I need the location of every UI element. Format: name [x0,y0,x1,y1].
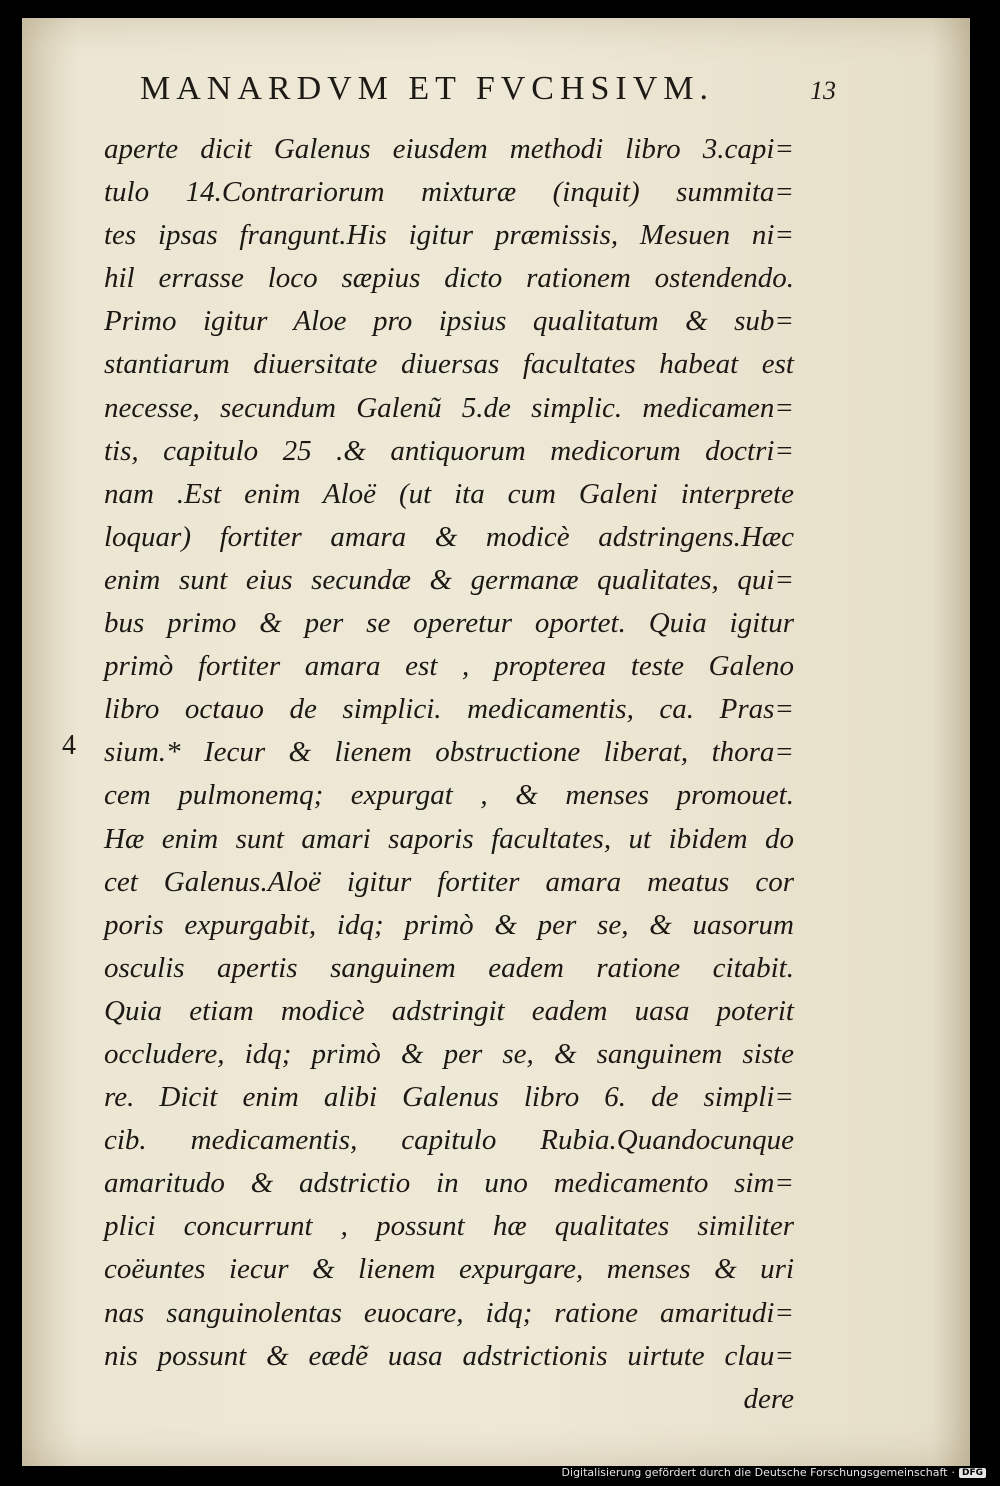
dfg-logo: DFG [959,1468,986,1478]
text-line: poris expurgabit, idq; primò & per se, & uasorum [104,908,794,941]
text-line: loquar) fortiter amara & modicè adstringens.Hæc [104,520,794,553]
text-line: Quia etiam modicè adstringit eadem uasa poterit [104,994,794,1027]
text-line: libro octauo de simplici. medicamentis, ca. Pras= [104,693,794,726]
text-line: enim sunt eius secundæ & germanæ qualitates, qui= [104,563,794,596]
text-line: tis, capitulo 25 .& antiquorum medicorum doctri= [104,434,794,467]
body-text [104,128,794,1421]
text-line: tes ipsas frangunt.His igitur præmissis, Mesuen ni= [104,219,794,252]
text-line: cet Galenus.Aloë igitur fortiter amara meatus cor [104,865,794,898]
text-line: re. Dicit enim alibi Galenus libro 6. de simpli= [104,1081,794,1114]
text-line: amaritudo & adstrictio in uno medicamento sim= [104,1167,794,1200]
text-line: primò fortiter amara est , propterea teste Galeno [104,650,794,683]
text-line: cem pulmonemq; expurgat , & menses promouet. [104,779,794,812]
text-line: nam .Est enim Aloë (ut ita cum Galeni interprete [104,477,794,510]
text-line: sium.* Iecur & lienem obstructione liberat, thora= [104,736,794,769]
digitization-credit: Digitalisierung gefördert durch die Deutsche Forschungsgemeinschaft · DFG [562,1466,986,1479]
text-line: coëuntes iecur & lienem expurgare, menses & uri [104,1253,794,1286]
margin-note: 4 [62,730,76,761]
text-line: nas sanguinolentas euocare, idq; ratione amaritudi= [104,1296,794,1329]
text-line: occludere, idq; primò & per se, & sanguinem siste [104,1037,794,1070]
page-number: 13 [810,76,836,105]
catchword: dere [743,1382,794,1415]
text-line: osculis apertis sanguinem eadem ratione citabit. [104,951,794,984]
text-line: plici concurrunt , possunt hæ qualitates similiter [104,1210,794,1243]
book-page [22,18,970,1466]
text-line: cib. medicamentis, capitulo Rubia.Quandocunque [104,1124,794,1157]
credit-text: Digitalisierung gefördert durch die Deutsche Forschungsgemeinschaft [561,1466,948,1479]
running-head: MANARDVM ET FVCHSIVM. [140,70,715,107]
text-line: bus primo & per se operetur oportet. Quia igitur [104,607,794,640]
text-line: necesse, secundum Galenũ 5.de simplic. medicamen= [104,391,794,424]
text-line: hil errasse loco sæpius dicto rationem ostendendo. [104,262,794,295]
text-line: Primo igitur Aloe pro ipsius qualitatum & sub= [104,305,794,338]
text-line: aperte dicit Galenus eiusdem methodi libro 3.capi= [104,133,794,165]
text-line: nis possunt & eædẽ uasa adstrictionis uirtute clau= [104,1339,794,1372]
text-line: Hæ enim sunt amari saporis facultates, ut ibidem do [104,822,794,855]
text-line: tulo 14.Contrariorum mixturæ (inquit) summita= [104,176,794,209]
text-line: stantiarum diuersitate diuersas facultates habeat est [104,348,794,381]
